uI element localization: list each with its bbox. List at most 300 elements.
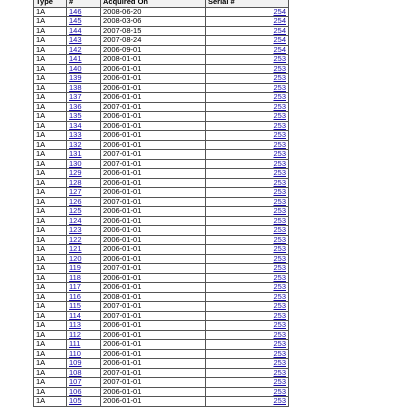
serial-link[interactable]: 253 bbox=[273, 301, 286, 310]
cell-serial bbox=[206, 283, 289, 293]
serial-link[interactable]: 253 bbox=[273, 216, 286, 225]
table-row bbox=[34, 188, 289, 198]
cell-acquired-on: 2006-01-01 bbox=[101, 349, 206, 359]
cell-acquired-on: 2007-01-01 bbox=[101, 368, 206, 378]
table-row bbox=[34, 140, 289, 150]
cell-acquired-on: 2006-01-01 bbox=[101, 131, 206, 141]
cell-acquired-on: 2008-01-01 bbox=[101, 292, 206, 302]
serial-link[interactable]: 253 bbox=[273, 368, 286, 377]
number-link[interactable]: 113 bbox=[69, 320, 81, 329]
number-link[interactable]: 131 bbox=[69, 149, 82, 158]
serial-link[interactable]: 253 bbox=[273, 292, 286, 301]
header-serial: Serial # bbox=[206, 0, 289, 7]
number-link[interactable]: 110 bbox=[69, 349, 81, 358]
number-link[interactable]: 124 bbox=[69, 216, 82, 225]
cell-number bbox=[67, 131, 101, 141]
number-link[interactable]: 145 bbox=[69, 16, 82, 25]
cell-acquired-on: 2007-01-01 bbox=[101, 102, 206, 112]
serial-link[interactable]: 253 bbox=[273, 197, 286, 206]
cell-serial bbox=[206, 330, 289, 340]
cell-acquired-on: 2006-09-01 bbox=[101, 45, 206, 55]
cell-serial bbox=[206, 397, 289, 407]
serial-link[interactable]: 254 bbox=[273, 16, 286, 25]
cell-acquired-on: 2006-01-01 bbox=[101, 273, 206, 283]
number-link[interactable]: 130 bbox=[69, 159, 82, 168]
cell-number bbox=[67, 349, 101, 359]
cell-serial bbox=[206, 74, 289, 84]
table-row bbox=[34, 397, 289, 407]
cell-serial bbox=[206, 216, 289, 226]
serial-link[interactable]: 253 bbox=[273, 111, 286, 120]
cell-acquired-on: 2006-01-01 bbox=[101, 359, 206, 369]
cell-type: 1A bbox=[34, 102, 67, 112]
cell-type: 1A bbox=[34, 64, 67, 74]
cell-number bbox=[67, 216, 101, 226]
table-row bbox=[34, 245, 289, 255]
cell-serial bbox=[206, 64, 289, 74]
table-row bbox=[34, 131, 289, 141]
cell-acquired-on: 2008-01-01 bbox=[101, 55, 206, 65]
cell-acquired-on: 2006-01-01 bbox=[101, 283, 206, 293]
cell-number bbox=[67, 321, 101, 331]
cell-acquired-on: 2007-01-01 bbox=[101, 311, 206, 321]
cell-number bbox=[67, 26, 101, 36]
table-row bbox=[34, 311, 289, 321]
table-row bbox=[34, 330, 289, 340]
cell-type: 1A bbox=[34, 321, 67, 331]
table-row bbox=[34, 216, 289, 226]
serial-link[interactable]: 253 bbox=[273, 235, 286, 244]
cell-serial bbox=[206, 131, 289, 141]
table-row bbox=[34, 169, 289, 179]
number-link[interactable]: 137 bbox=[69, 92, 82, 101]
cell-number bbox=[67, 368, 101, 378]
cell-type: 1A bbox=[34, 397, 67, 407]
serial-link[interactable]: 253 bbox=[273, 330, 286, 339]
cell-serial bbox=[206, 102, 289, 112]
serial-link[interactable]: 253 bbox=[273, 64, 286, 73]
cell-acquired-on: 2007-08-15 bbox=[101, 26, 206, 36]
table-row bbox=[34, 340, 289, 350]
serial-link[interactable]: 253 bbox=[273, 387, 286, 396]
cell-type: 1A bbox=[34, 17, 67, 27]
cell-number bbox=[67, 178, 101, 188]
cell-serial bbox=[206, 7, 289, 17]
cell-serial bbox=[206, 368, 289, 378]
number-link[interactable]: 109 bbox=[69, 358, 82, 367]
number-link[interactable]: 117 bbox=[69, 282, 81, 291]
cell-type: 1A bbox=[34, 169, 67, 179]
cell-number bbox=[67, 159, 101, 169]
number-link[interactable]: 144 bbox=[69, 26, 82, 35]
cell-number bbox=[67, 83, 101, 93]
cell-number bbox=[67, 207, 101, 217]
cell-serial bbox=[206, 140, 289, 150]
serial-link[interactable]: 253 bbox=[273, 92, 286, 101]
cell-serial bbox=[206, 55, 289, 65]
number-link[interactable]: 127 bbox=[69, 187, 82, 196]
number-link[interactable]: 142 bbox=[69, 45, 82, 54]
cell-type: 1A bbox=[34, 216, 67, 226]
table-row bbox=[34, 36, 289, 46]
cell-acquired-on: 2006-01-01 bbox=[101, 321, 206, 331]
cell-serial bbox=[206, 121, 289, 131]
cell-number bbox=[67, 140, 101, 150]
serial-link[interactable]: 253 bbox=[273, 102, 286, 111]
cell-serial bbox=[206, 159, 289, 169]
cell-number bbox=[67, 102, 101, 112]
cell-serial bbox=[206, 254, 289, 264]
serial-link[interactable]: 253 bbox=[273, 178, 286, 187]
number-link[interactable]: 135 bbox=[69, 111, 82, 120]
cell-serial bbox=[206, 387, 289, 397]
number-link[interactable]: 128 bbox=[69, 178, 82, 187]
cell-type: 1A bbox=[34, 330, 67, 340]
serial-link[interactable]: 253 bbox=[273, 130, 286, 139]
serial-link[interactable]: 253 bbox=[273, 54, 286, 63]
table-header bbox=[34, 0, 289, 7]
cell-number bbox=[67, 397, 101, 407]
number-link[interactable]: 136 bbox=[69, 102, 82, 111]
cell-number bbox=[67, 283, 101, 293]
table-container bbox=[33, 0, 289, 407]
table-row bbox=[34, 178, 289, 188]
table-body bbox=[34, 7, 289, 406]
cell-type: 1A bbox=[34, 264, 67, 274]
cell-type: 1A bbox=[34, 150, 67, 160]
cell-number bbox=[67, 235, 101, 245]
cell-number bbox=[67, 55, 101, 65]
header-type: Type bbox=[34, 0, 67, 7]
cell-number bbox=[67, 330, 101, 340]
number-link[interactable]: 141 bbox=[69, 54, 82, 63]
number-link[interactable]: 138 bbox=[69, 83, 82, 92]
number-link[interactable]: 120 bbox=[69, 254, 82, 263]
cell-serial bbox=[206, 17, 289, 27]
cell-serial bbox=[206, 264, 289, 274]
cell-number bbox=[67, 121, 101, 131]
cell-serial bbox=[206, 36, 289, 46]
number-link[interactable]: 126 bbox=[69, 197, 82, 206]
table-row bbox=[34, 254, 289, 264]
cell-acquired-on: 2006-01-01 bbox=[101, 121, 206, 131]
serial-link[interactable]: 253 bbox=[273, 320, 286, 329]
cell-type: 1A bbox=[34, 45, 67, 55]
cell-acquired-on: 2006-01-01 bbox=[101, 188, 206, 198]
cell-acquired-on: 2006-01-01 bbox=[101, 83, 206, 93]
cell-number bbox=[67, 292, 101, 302]
number-link[interactable]: 140 bbox=[69, 64, 82, 73]
cell-number bbox=[67, 7, 101, 17]
number-link[interactable]: 115 bbox=[69, 301, 81, 310]
cell-serial bbox=[206, 359, 289, 369]
cell-type: 1A bbox=[34, 131, 67, 141]
cell-acquired-on: 2006-01-01 bbox=[101, 397, 206, 407]
cell-acquired-on: 2007-01-01 bbox=[101, 264, 206, 274]
cell-serial bbox=[206, 292, 289, 302]
serial-link[interactable]: 253 bbox=[273, 83, 286, 92]
cell-serial bbox=[206, 83, 289, 93]
table-row bbox=[34, 121, 289, 131]
cell-serial bbox=[206, 378, 289, 388]
serial-link[interactable]: 254 bbox=[273, 45, 286, 54]
cell-serial bbox=[206, 169, 289, 179]
cell-type: 1A bbox=[34, 359, 67, 369]
table-row bbox=[34, 359, 289, 369]
table-row bbox=[34, 264, 289, 274]
cell-acquired-on: 2007-01-01 bbox=[101, 159, 206, 169]
table-row bbox=[34, 64, 289, 74]
cell-serial bbox=[206, 150, 289, 160]
cell-type: 1A bbox=[34, 302, 67, 312]
cell-serial bbox=[206, 26, 289, 36]
cell-acquired-on: 2006-01-01 bbox=[101, 93, 206, 103]
cell-type: 1A bbox=[34, 74, 67, 84]
cell-number bbox=[67, 197, 101, 207]
serial-link[interactable]: 253 bbox=[273, 358, 286, 367]
number-link[interactable]: 125 bbox=[69, 206, 82, 215]
number-link[interactable]: 143 bbox=[69, 35, 82, 44]
cell-acquired-on: 2007-08-24 bbox=[101, 36, 206, 46]
table-row bbox=[34, 235, 289, 245]
number-link[interactable]: 139 bbox=[69, 73, 82, 82]
cell-type: 1A bbox=[34, 112, 67, 122]
cell-acquired-on: 2007-01-01 bbox=[101, 197, 206, 207]
cell-acquired-on: 2006-01-01 bbox=[101, 340, 206, 350]
serial-link[interactable]: 253 bbox=[273, 254, 286, 263]
cell-serial bbox=[206, 226, 289, 236]
table-row bbox=[34, 112, 289, 122]
table-row bbox=[34, 83, 289, 93]
table-row bbox=[34, 321, 289, 331]
cell-acquired-on: 2006-01-01 bbox=[101, 330, 206, 340]
table-row bbox=[34, 102, 289, 112]
number-link[interactable]: 123 bbox=[69, 225, 82, 234]
cell-type: 1A bbox=[34, 283, 67, 293]
cell-acquired-on: 2006-01-01 bbox=[101, 387, 206, 397]
serial-link[interactable]: 254 bbox=[273, 7, 286, 16]
table-row bbox=[34, 207, 289, 217]
number-link[interactable]: 118 bbox=[69, 273, 81, 282]
table-row bbox=[34, 197, 289, 207]
cell-acquired-on: 2006-01-01 bbox=[101, 112, 206, 122]
table-row bbox=[34, 302, 289, 312]
cell-number bbox=[67, 254, 101, 264]
cell-number bbox=[67, 150, 101, 160]
serial-link[interactable]: 253 bbox=[273, 187, 286, 196]
serial-link[interactable]: 253 bbox=[273, 339, 286, 348]
cell-acquired-on: 2008-06-20 bbox=[101, 7, 206, 17]
cell-type: 1A bbox=[34, 235, 67, 245]
number-link[interactable]: 121 bbox=[69, 244, 82, 253]
table-row bbox=[34, 292, 289, 302]
cell-type: 1A bbox=[34, 197, 67, 207]
cell-type: 1A bbox=[34, 368, 67, 378]
table-row bbox=[34, 55, 289, 65]
table-row bbox=[34, 387, 289, 397]
table-row bbox=[34, 45, 289, 55]
number-link[interactable]: 107 bbox=[69, 377, 82, 386]
cell-number bbox=[67, 378, 101, 388]
records-table bbox=[33, 0, 289, 407]
serial-link[interactable]: 253 bbox=[273, 282, 286, 291]
cell-type: 1A bbox=[34, 140, 67, 150]
cell-number bbox=[67, 45, 101, 55]
cell-number bbox=[67, 387, 101, 397]
serial-link[interactable]: 253 bbox=[273, 396, 286, 405]
serial-link[interactable]: 254 bbox=[273, 26, 286, 35]
cell-acquired-on: 2007-01-01 bbox=[101, 150, 206, 160]
cell-acquired-on: 2006-01-01 bbox=[101, 226, 206, 236]
cell-serial bbox=[206, 340, 289, 350]
cell-acquired-on: 2006-01-01 bbox=[101, 64, 206, 74]
cell-type: 1A bbox=[34, 159, 67, 169]
number-link[interactable]: 132 bbox=[69, 140, 82, 149]
cell-type: 1A bbox=[34, 378, 67, 388]
cell-type: 1A bbox=[34, 349, 67, 359]
table-row bbox=[34, 150, 289, 160]
cell-acquired-on: 2007-01-01 bbox=[101, 302, 206, 312]
header-number: # bbox=[67, 0, 101, 7]
cell-type: 1A bbox=[34, 121, 67, 131]
number-link[interactable]: 116 bbox=[69, 292, 81, 301]
cell-number bbox=[67, 273, 101, 283]
number-link[interactable]: 122 bbox=[69, 235, 82, 244]
cell-serial bbox=[206, 45, 289, 55]
cell-number bbox=[67, 93, 101, 103]
table-row bbox=[34, 378, 289, 388]
cell-type: 1A bbox=[34, 273, 67, 283]
cell-serial bbox=[206, 178, 289, 188]
cell-type: 1A bbox=[34, 254, 67, 264]
serial-link[interactable]: 253 bbox=[273, 349, 286, 358]
cell-acquired-on: 2006-01-01 bbox=[101, 169, 206, 179]
serial-link[interactable]: 253 bbox=[273, 168, 286, 177]
cell-acquired-on: 2006-01-01 bbox=[101, 254, 206, 264]
cell-number bbox=[67, 264, 101, 274]
table-row bbox=[34, 273, 289, 283]
table-row bbox=[34, 368, 289, 378]
table-row bbox=[34, 26, 289, 36]
cell-type: 1A bbox=[34, 311, 67, 321]
cell-acquired-on: 2006-01-01 bbox=[101, 74, 206, 84]
serial-link[interactable]: 253 bbox=[273, 273, 286, 282]
serial-link[interactable]: 253 bbox=[273, 73, 286, 82]
header-acquired-on: Acquired On bbox=[101, 0, 206, 7]
cell-serial bbox=[206, 245, 289, 255]
cell-serial bbox=[206, 349, 289, 359]
table-row bbox=[34, 93, 289, 103]
number-link[interactable]: 114 bbox=[69, 311, 81, 320]
number-link[interactable]: 146 bbox=[69, 7, 82, 16]
cell-serial bbox=[206, 197, 289, 207]
cell-type: 1A bbox=[34, 387, 67, 397]
serial-link[interactable]: 253 bbox=[273, 225, 286, 234]
number-link[interactable]: 108 bbox=[69, 368, 82, 377]
cell-serial bbox=[206, 302, 289, 312]
table-row bbox=[34, 349, 289, 359]
number-link[interactable]: 111 bbox=[69, 339, 81, 348]
cell-number bbox=[67, 302, 101, 312]
number-link[interactable]: 133 bbox=[69, 130, 82, 139]
serial-link[interactable]: 253 bbox=[273, 149, 286, 158]
table-row bbox=[34, 159, 289, 169]
serial-link[interactable]: 253 bbox=[273, 244, 286, 253]
cell-number bbox=[67, 64, 101, 74]
number-link[interactable]: 119 bbox=[69, 263, 81, 272]
table-row bbox=[34, 226, 289, 236]
serial-link[interactable]: 253 bbox=[273, 121, 286, 130]
cell-type: 1A bbox=[34, 93, 67, 103]
cell-type: 1A bbox=[34, 207, 67, 217]
cell-type: 1A bbox=[34, 226, 67, 236]
serial-link[interactable]: 253 bbox=[273, 311, 286, 320]
cell-type: 1A bbox=[34, 292, 67, 302]
cell-number bbox=[67, 74, 101, 84]
cell-serial bbox=[206, 112, 289, 122]
cell-number bbox=[67, 17, 101, 27]
cell-serial bbox=[206, 273, 289, 283]
number-link[interactable]: 129 bbox=[69, 168, 82, 177]
serial-link[interactable]: 253 bbox=[273, 377, 286, 386]
cell-type: 1A bbox=[34, 7, 67, 17]
number-link[interactable]: 134 bbox=[69, 121, 82, 130]
cell-type: 1A bbox=[34, 83, 67, 93]
number-link[interactable]: 106 bbox=[69, 387, 82, 396]
cell-serial bbox=[206, 235, 289, 245]
cell-acquired-on: 2006-01-01 bbox=[101, 207, 206, 217]
cell-type: 1A bbox=[34, 188, 67, 198]
table-row bbox=[34, 74, 289, 84]
cell-serial bbox=[206, 188, 289, 198]
table-row bbox=[34, 283, 289, 293]
serial-link[interactable]: 254 bbox=[273, 35, 286, 44]
serial-link[interactable]: 253 bbox=[273, 159, 286, 168]
serial-link[interactable]: 253 bbox=[273, 140, 286, 149]
cell-acquired-on: 2008-03-06 bbox=[101, 17, 206, 27]
cell-number bbox=[67, 112, 101, 122]
table-row bbox=[34, 17, 289, 27]
cell-serial bbox=[206, 321, 289, 331]
cell-type: 1A bbox=[34, 245, 67, 255]
cell-number bbox=[67, 311, 101, 321]
cell-acquired-on: 2007-01-01 bbox=[101, 378, 206, 388]
table-row bbox=[34, 7, 289, 17]
number-link[interactable]: 112 bbox=[69, 330, 81, 339]
cell-acquired-on: 2006-01-01 bbox=[101, 178, 206, 188]
cell-acquired-on: 2006-01-01 bbox=[101, 216, 206, 226]
cell-type: 1A bbox=[34, 178, 67, 188]
cell-acquired-on: 2006-01-01 bbox=[101, 140, 206, 150]
serial-link[interactable]: 253 bbox=[273, 206, 286, 215]
cell-acquired-on: 2006-01-01 bbox=[101, 245, 206, 255]
cell-number bbox=[67, 188, 101, 198]
cell-serial bbox=[206, 93, 289, 103]
number-link[interactable]: 105 bbox=[69, 396, 82, 405]
cell-number bbox=[67, 245, 101, 255]
cell-serial bbox=[206, 207, 289, 217]
cell-number bbox=[67, 359, 101, 369]
cell-type: 1A bbox=[34, 340, 67, 350]
header-row bbox=[34, 0, 289, 7]
cell-number bbox=[67, 226, 101, 236]
cell-number bbox=[67, 340, 101, 350]
cell-number bbox=[67, 169, 101, 179]
serial-link[interactable]: 253 bbox=[273, 263, 286, 272]
cell-acquired-on: 2006-01-01 bbox=[101, 235, 206, 245]
cell-type: 1A bbox=[34, 26, 67, 36]
cell-number bbox=[67, 36, 101, 46]
